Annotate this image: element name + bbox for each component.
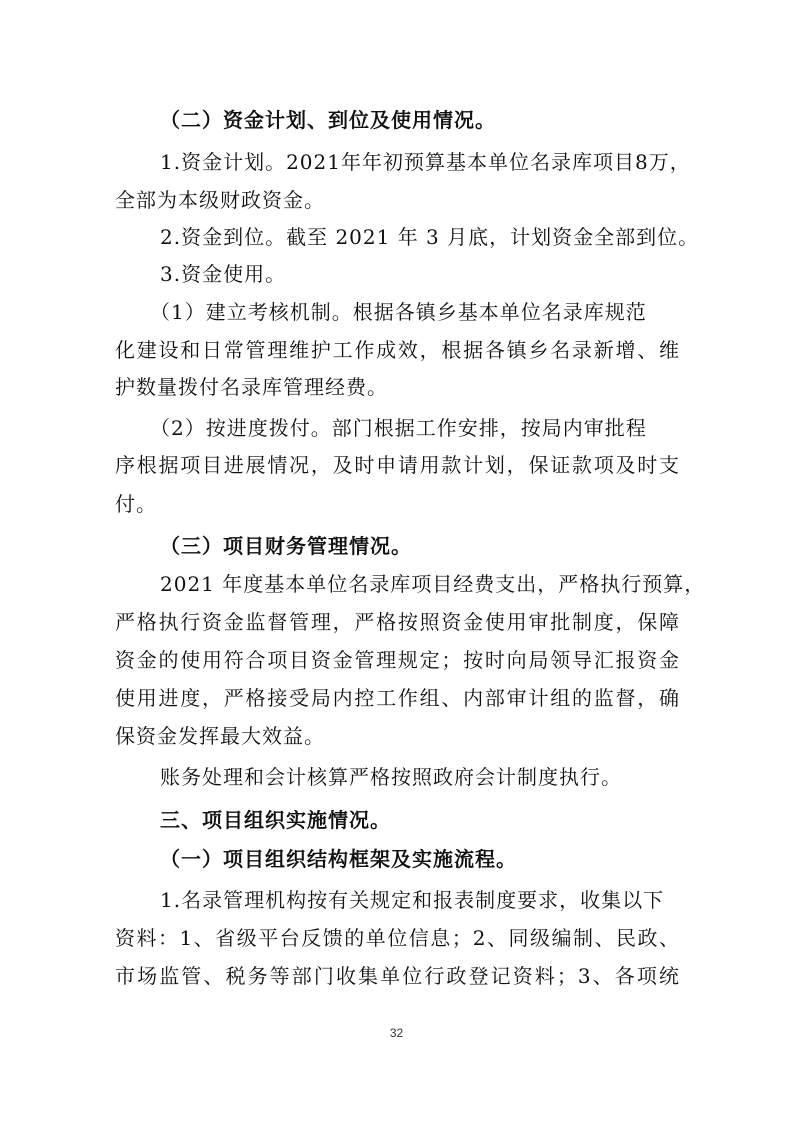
paragraph-line: 2.资金到位。截至 2021 年 3 月底，计划资金全部到位。 [160,225,700,249]
paragraph-line: 使用进度，严格接受局内控工作组、内部审计组的监督，确 [115,686,680,710]
paragraph-line: （2）按进度拨付。部门根据工作安排，按局内审批程 [150,416,647,440]
paragraph-line: 付。 [115,492,157,516]
paragraph-line: 保资金发挥最大效益。 [115,724,325,748]
paragraph-line: 全部为本级财政资金。 [115,188,325,212]
page-number: 32 [389,1026,404,1040]
paragraph-line: 3.资金使用。 [160,262,287,286]
paragraph-line: （1）建立考核机制。根据各镇乡基本单位名录库规范 [150,300,647,324]
section-heading-implementation: 三、项目组织实施情况。 [160,808,391,832]
paragraph-line: 资料：1、省级平台反馈的单位信息；2、同级编制、民政、 [115,926,680,950]
section-heading-finance: （三）项目财务管理情况。 [160,534,412,558]
paragraph-line: 1.资金计划。2021年年初预算基本单位名录库项目8万， [160,150,691,174]
paragraph-line: 1.名录管理机构按有关规定和报表制度要求，收集以下 [160,888,665,912]
paragraph-line: 2021 年度基本单位名录库项目经费支出，严格执行预算， [160,572,706,596]
paragraph-line: 序根据项目进展情况，及时申请用款计划，保证款项及时支 [115,453,680,477]
paragraph-line: 市场监管、税务等部门收集单位行政登记资料；3、各项统 [115,964,680,988]
paragraph-line: 化建设和日常管理维护工作成效，根据各镇乡名录新增、维 [115,338,680,362]
section-heading-funding: （二）资金计划、到位及使用情况。 [160,108,496,132]
paragraph-line: 严格执行资金监督管理，严格按照资金使用审批制度，保障 [115,610,680,634]
paragraph-line: 护数量拨付名录库管理经费。 [115,375,388,399]
paragraph-line: 资金的使用符合项目资金管理规定；按时向局领导汇报资金 [115,648,680,672]
paragraph-line: 账务处理和会计核算严格按照政府会计制度执行。 [160,765,622,789]
section-heading-structure: （一）项目组织结构框架及实施流程。 [160,847,517,871]
